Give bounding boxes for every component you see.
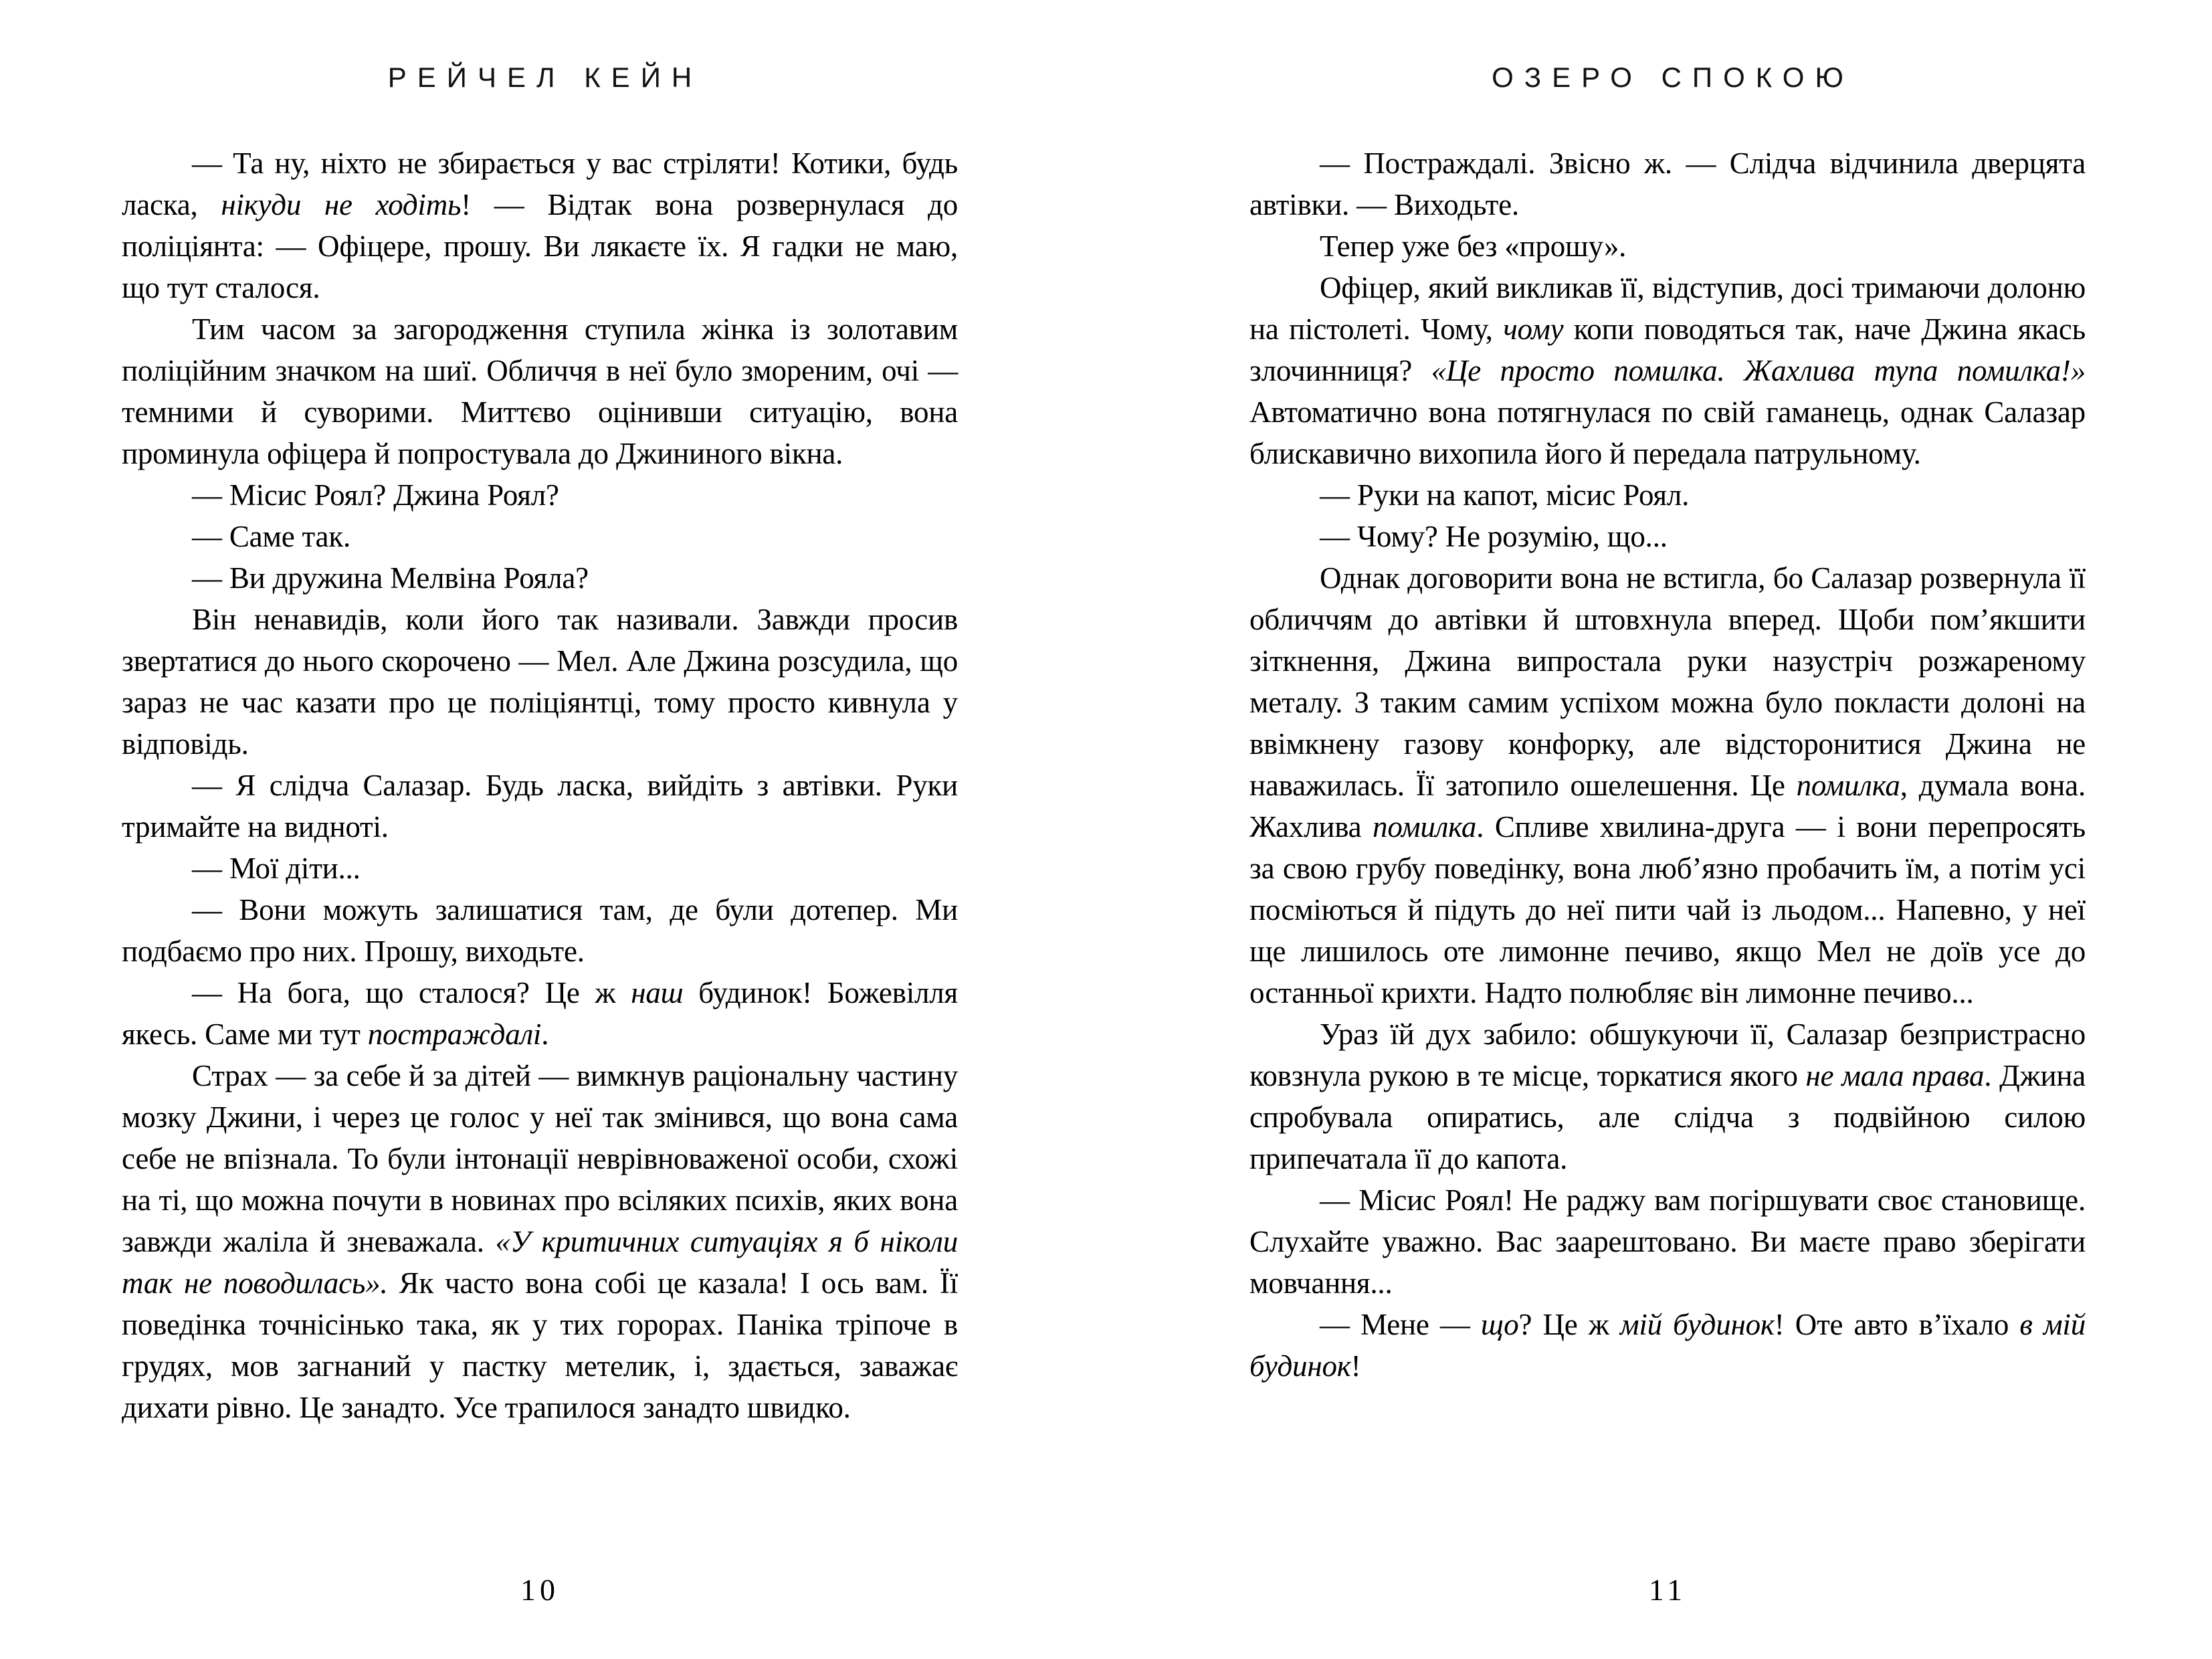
- paragraph: [122, 972, 958, 1055]
- text-run: Ураз їй дух забило: обшукуючи її, Салазар безпристрасно ковзнула рукою в те місце, торкатися якого: [1249, 1017, 2086, 1092]
- italic-text-run: нікуди не ходіть: [221, 188, 462, 221]
- paragraph: [122, 1055, 958, 1428]
- text-run: , думала вона. Жахлива: [1249, 769, 2086, 844]
- paragraph: [1249, 1179, 2086, 1304]
- right-page: [1249, 0, 2086, 1659]
- text-run: — Я слідча Салазар. Будь ласка, вийдіть з автівки. Руки тримайте на видноті.: [122, 769, 958, 844]
- text-run: Страх — за себе й за дітей — вимкнув раціональну частину мозку Джини, і через це голос у неї так змінився, що вона сама себе не впізнала. То були інтонації неврівноваженої особи, схожі на ті, що можна почути в новинах про всіляких психів, яких вона завжди жаліла й зневажала.: [122, 1059, 958, 1258]
- text-run: — Саме так.: [192, 520, 351, 553]
- italic-text-run: постраждалі: [367, 1017, 542, 1051]
- italic-text-run: «У критичних ситуаціях я б ніколи так не поводилась».: [122, 1225, 958, 1300]
- text-run: Однак договорити вона не встигла, бо Салазар розвернула її обличчям до автівки й штовхнула вперед. Щоби пом’якшити зіткнення, Джина випростала руки назустріч розжареному металу. З таким самим успіхом можна було покласти долоні на ввімкнену газову конфорку, але відсторонитися Джина не наважилась. Її затопило ошелешення. Це: [1249, 561, 2086, 802]
- paragraph: [1249, 516, 2086, 557]
- paragraph: [122, 308, 958, 474]
- paragraph: [122, 474, 958, 516]
- text-run: ? Це ж: [1518, 1308, 1620, 1341]
- paragraph: [1249, 1013, 2086, 1179]
- text-run: — Мої діти...: [192, 852, 361, 885]
- paragraph: [1249, 225, 2086, 267]
- left-page-number: 10: [520, 1573, 559, 1607]
- text-run: — Руки на капот, місис Роял.: [1320, 478, 1690, 512]
- left-page: [122, 0, 958, 1659]
- right-page-number: 11: [1648, 1573, 1687, 1607]
- paragraph: [1249, 557, 2086, 1013]
- text-run: ! — Відтак вона розвернулася до поліціянта: — Офіцере, прошу. Ви лякаєте їх. Я гадки не маю, що тут сталося.: [122, 188, 958, 304]
- paragraph: [1249, 267, 2086, 474]
- text-run: — На бога, що сталося? Це ж: [192, 976, 631, 1009]
- right-running-head: ОЗЕРО СПОКОЮ: [1492, 62, 1854, 93]
- italic-text-run: чому: [1503, 312, 1564, 346]
- text-run: — Місис Роял! Не раджу вам погіршувати своє становище. Слухайте уважно. Вас заарештовано. Ви маєте право зберігати мовчання...: [1249, 1183, 2086, 1300]
- text-run: — Та ну, ніхто не збирається у вас стріляти! Котики, будь ласка,: [122, 147, 958, 221]
- paragraph: [122, 516, 958, 557]
- text-run: копи поводяться так, наче Джина якась злочинниця?: [1249, 312, 2086, 387]
- text-run: Тепер уже без «прошу».: [1320, 229, 1627, 263]
- text-run: будинок! Божевілля якесь. Саме ми тут: [122, 976, 959, 1051]
- italic-text-run: помилка: [1796, 769, 1900, 802]
- italic-text-run: «Це просто помилка. Жахлива тупа помилка!»: [1431, 354, 2086, 387]
- text-run: — Постраждалі. Звісно ж. — Слідча відчинила дверцята автівки. — Виходьте.: [1249, 147, 2086, 221]
- italic-text-run: помилка: [1373, 810, 1477, 844]
- text-run: .: [541, 1017, 549, 1051]
- text-run: Він ненавидів, коли його так називали. Завжди просив звертатися до нього скорочено — Мел. Але Джина розсудила, що зараз не час казати про це поліціянтці, тому просто кивнула у відповідь.: [122, 603, 958, 761]
- right-text-block: [1249, 142, 2086, 1387]
- text-run: — Місис Роял? Джина Роял?: [192, 478, 559, 512]
- italic-text-run: мій будинок: [1619, 1308, 1775, 1341]
- italic-text-run: наш: [631, 976, 684, 1009]
- paragraph: [1249, 1304, 2086, 1387]
- paragraph: [122, 599, 958, 765]
- paragraph: [122, 142, 958, 308]
- italic-text-run: не мала права: [1805, 1059, 1985, 1092]
- text-run: Як часто вона собі це казала! І ось вам. Її поведінка точнісінько така, як у тих горорах. Паніка тріпоче в грудях, мов загнаний у пастку метелик, і, здається, заважає дихати рівно. Це занадто. Усе трапилося занадто швидко.: [122, 1266, 958, 1424]
- text-run: Офіцер, який викликав її, відступив, досі тримаючи долоню на пістолеті. Чому,: [1249, 271, 2086, 346]
- text-run: . Спливе хвилина-друга — і вони перепросять за свою грубу поведінку, вона люб’язно пробачить їм, а потім усі посміються й підуть до неї пити чай із льодом... Напевно, у неї ще лишилось оте лимонне печиво, якщо Мел не доїв усе до останньої крихти. Надто полюбляє він лимонне печиво...: [1249, 810, 2086, 1009]
- paragraph: [1249, 142, 2086, 225]
- italic-text-run: що: [1480, 1308, 1519, 1341]
- text-run: — Чому? Не розумію, що...: [1320, 520, 1668, 553]
- paragraph: [122, 557, 958, 599]
- text-run: Тим часом за загородження ступила жінка із золотавим поліційним значком на шиї. Обличчя в неї було змореним, очі — темними й суворими. Миттєво оцінивши ситуацію, вона проминула офіцера й попростувала до Джининого вікна.: [122, 312, 958, 470]
- text-run: . Джина спробувала опиратись, але слідча з подвійною силою припечатала її до капота.: [1249, 1059, 2086, 1175]
- text-run: Автоматично вона потягнулася по свій гаманець, однак Салазар блискавично вихопила його й передала патрульному.: [1249, 395, 2086, 470]
- paragraph: [122, 889, 958, 972]
- italic-text-run: в мій будинок: [1249, 1308, 2086, 1383]
- paragraph: [122, 848, 958, 889]
- text-run: — Ви дружина Мелвіна Рояла?: [192, 561, 589, 595]
- paragraph: [122, 765, 958, 848]
- left-running-head: РЕЙЧЕЛ КЕЙН: [387, 62, 703, 93]
- text-run: — Мене —: [1320, 1308, 1481, 1341]
- text-run: ! Оте авто в’їхало: [1774, 1308, 2020, 1341]
- text-run: — Вони можуть залишатися там, де були дотепер. Ми подбаємо про них. Прошу, виходьте.: [122, 893, 958, 968]
- left-text-block: [122, 142, 958, 1428]
- paragraph: [1249, 474, 2086, 516]
- text-run: !: [1350, 1349, 1361, 1383]
